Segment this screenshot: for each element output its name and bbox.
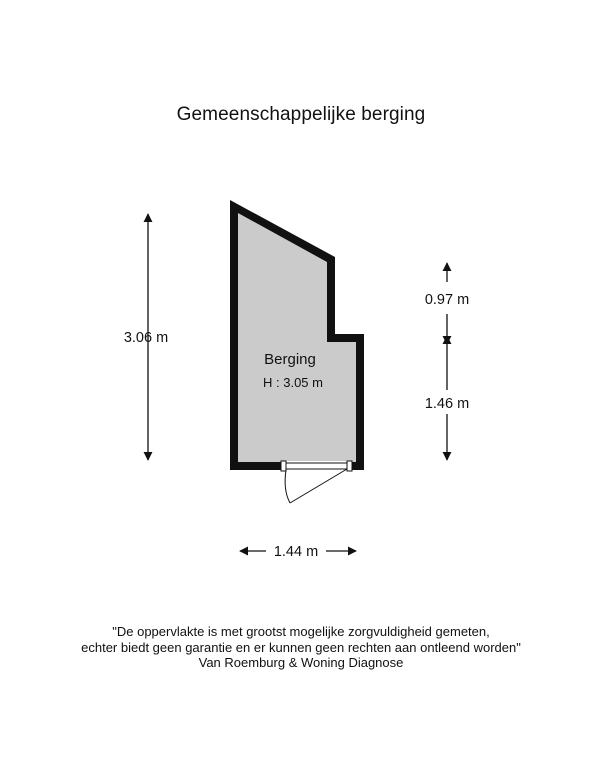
dimension-label: 1.44 m <box>273 544 319 560</box>
dimension-right-upper <box>425 263 469 344</box>
room-name: Berging <box>264 351 316 368</box>
disclaimer-line-1: "De oppervlakte is met grootst mogelijke zorgvuldigheid gemeten, <box>112 624 490 639</box>
dimension-label: 0.97 m <box>424 292 470 308</box>
door-swing-arc <box>285 470 290 503</box>
dimension-label: 1.46 m <box>424 396 470 412</box>
disclaimer-line-3: Van Roemburg & Woning Diagnose <box>198 655 404 670</box>
disclaimer-line-2: echter biedt geen garantie en er kunnen geen rechten aan ontleend worden" <box>81 639 521 655</box>
door <box>281 461 352 503</box>
disclaimer <box>0 624 602 671</box>
room-height: H : 3.05 m <box>263 375 323 390</box>
dimension-bottom-width <box>240 544 356 560</box>
dimension-right-lower <box>425 336 469 460</box>
door-leaf <box>290 469 347 503</box>
room-walls <box>230 200 364 470</box>
door-jamb-right <box>347 461 352 471</box>
plan-title: Gemeenschappelijke berging <box>176 104 426 125</box>
dimension-label: 3.06 m <box>123 330 169 346</box>
door-jamb-left <box>281 461 286 471</box>
dimension-left-height <box>124 214 168 460</box>
